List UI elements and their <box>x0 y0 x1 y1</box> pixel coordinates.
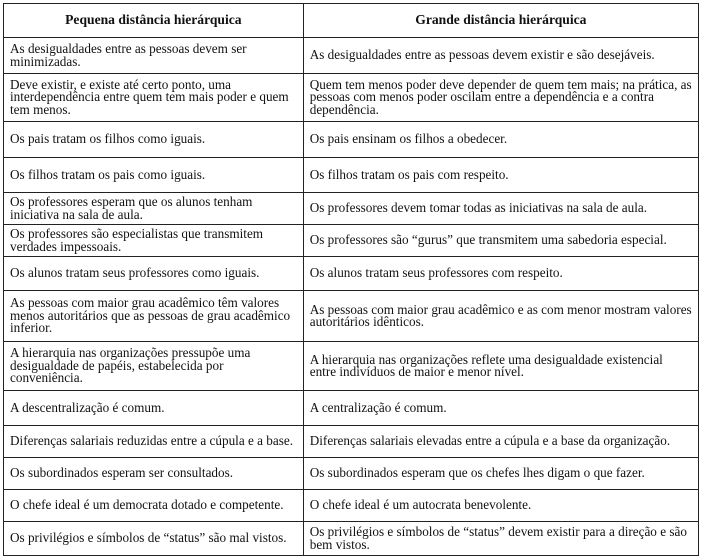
table-row <box>4 391 699 426</box>
cell-small-power-distance: A hierarquia nas organizações pressupõe uma desigualdade de papéis, estabelecida por conveniência. <box>4 342 304 391</box>
cell-large-power-distance: Os filhos tratam os pais com respeito. <box>303 158 698 193</box>
cell-small-power-distance: Diferenças salariais reduzidas entre a cúpula e a base. <box>4 426 304 458</box>
cell-large-power-distance: Os professores são “gurus” que transmitem uma sabedoria especial. <box>303 225 698 257</box>
table-row <box>4 158 699 193</box>
table-row <box>4 225 699 257</box>
cell-small-power-distance: As pessoas com maior grau acadêmico têm valores menos autoritários que as pessoas de grau acadêmico inferior. <box>4 291 304 342</box>
comparison-table <box>3 3 699 556</box>
cell-small-power-distance: Os subordinados esperam ser consultados. <box>4 458 304 490</box>
cell-large-power-distance: Diferenças salariais elevadas entre a cúpula e a base da organização. <box>303 426 698 458</box>
table-row <box>4 490 699 522</box>
cell-large-power-distance: Os professores devem tomar todas as iniciativas na sala de aula. <box>303 193 698 225</box>
cell-small-power-distance: Os privilégios e símbolos de “status” são mal vistos. <box>4 522 304 556</box>
cell-large-power-distance: Os subordinados esperam que os chefes lhes digam o que fazer. <box>303 458 698 490</box>
cell-small-power-distance: As desigualdades entre as pessoas devem ser minimizadas. <box>4 38 304 74</box>
cell-large-power-distance: Os alunos tratam seus professores com respeito. <box>303 257 698 291</box>
table-row <box>4 257 699 291</box>
table-row <box>4 458 699 490</box>
cell-small-power-distance: Os filhos tratam os pais como iguais. <box>4 158 304 193</box>
cell-large-power-distance: O chefe ideal é um autocrata benevolente. <box>303 490 698 522</box>
cell-large-power-distance: As pessoas com maior grau acadêmico e as com menor mostram valores autoritários idênticos. <box>303 291 698 342</box>
cell-small-power-distance: A descentralização é comum. <box>4 391 304 426</box>
header-large-power-distance: Grande distância hierárquica <box>303 4 698 38</box>
table-row <box>4 193 699 225</box>
table-row <box>4 291 699 342</box>
cell-large-power-distance: As desigualdades entre as pessoas devem existir e são desejáveis. <box>303 38 698 74</box>
table-row <box>4 522 699 556</box>
table-row <box>4 426 699 458</box>
cell-small-power-distance: Os professores são especialistas que transmitem verdades impessoais. <box>4 225 304 257</box>
table-row <box>4 122 699 158</box>
cell-small-power-distance: Os pais tratam os filhos como iguais. <box>4 122 304 158</box>
table-row <box>4 38 699 74</box>
cell-large-power-distance: Os privilégios e símbolos de “status” devem existir para a direção e são bem vistos. <box>303 522 698 556</box>
cell-large-power-distance: Quem tem menos poder deve depender de quem tem mais; na prática, as pessoas com menos poder oscilam entre a dependência e a contra dependência. <box>303 74 698 122</box>
cell-large-power-distance: A centralização é comum. <box>303 391 698 426</box>
table-row <box>4 74 699 122</box>
cell-small-power-distance: Os professores esperam que os alunos tenham iniciativa na sala de aula. <box>4 193 304 225</box>
table-row <box>4 342 699 391</box>
header-row <box>4 4 699 38</box>
cell-small-power-distance: Deve existir, e existe até certo ponto, uma interdependência entre quem tem mais poder e quem tem menos. <box>4 74 304 122</box>
cell-large-power-distance: Os pais ensinam os filhos a obedecer. <box>303 122 698 158</box>
cell-small-power-distance: O chefe ideal é um democrata dotado e competente. <box>4 490 304 522</box>
header-small-power-distance: Pequena distância hierárquica <box>4 4 304 38</box>
cell-small-power-distance: Os alunos tratam seus professores como iguais. <box>4 257 304 291</box>
cell-large-power-distance: A hierarquia nas organizações reflete uma desigualdade existencial entre indivíduos de maior e menor nível. <box>303 342 698 391</box>
